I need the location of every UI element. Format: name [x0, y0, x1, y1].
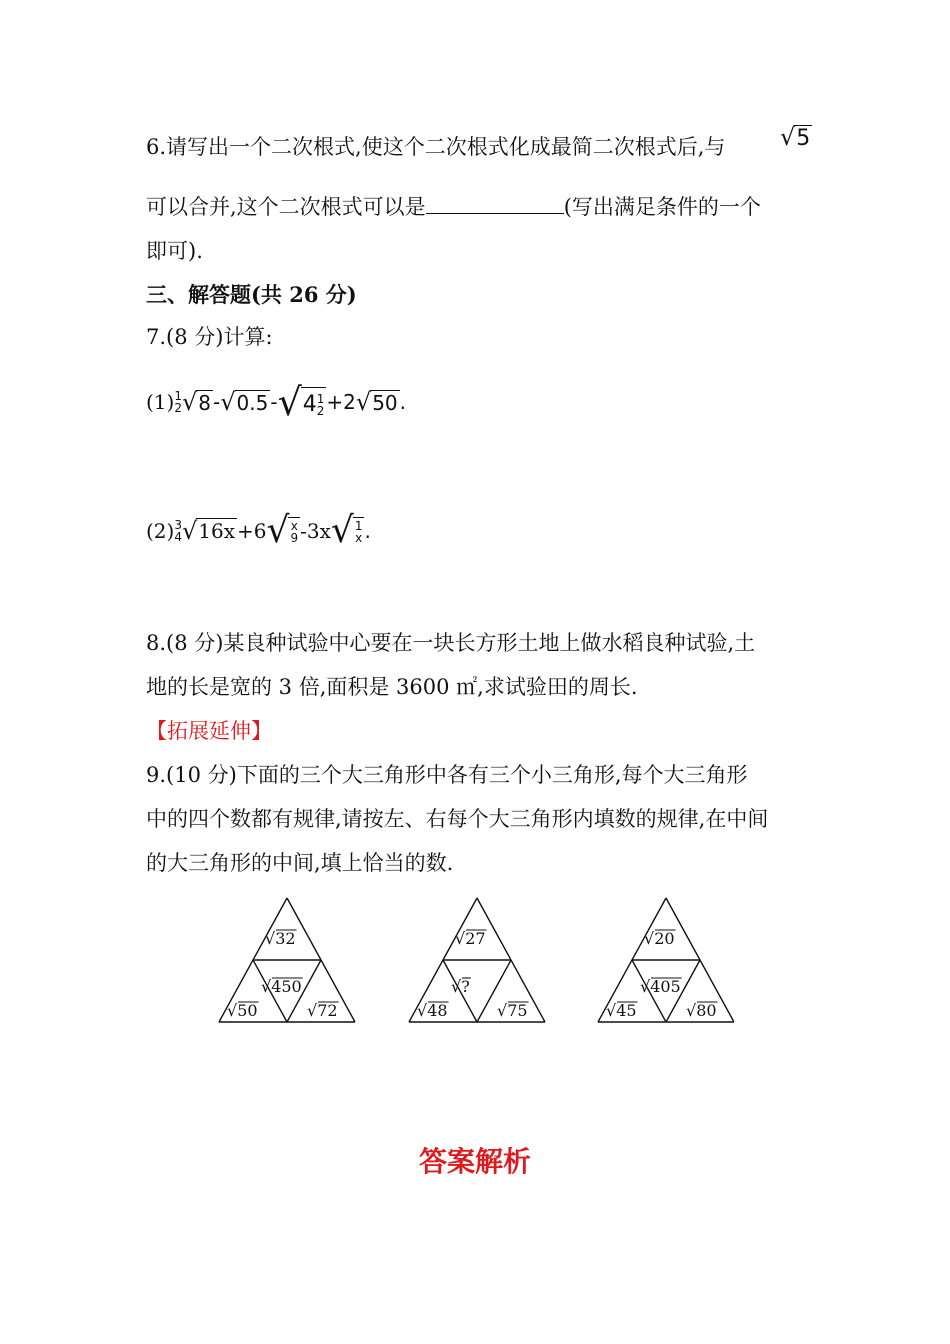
q7-part1-op3: +2: [326, 390, 356, 414]
q7-part2-label: (2): [146, 518, 175, 543]
middle-triangle-left-value-text: √48: [417, 1001, 448, 1020]
q7-part1-frac1: [174, 390, 182, 414]
radicand-frac: [290, 520, 298, 544]
q7-part1-op2: -: [270, 390, 278, 414]
q8-line2: [146, 672, 638, 702]
q9-text1: 9.(10 分)下面的三个大三角形中各有三个小三角形,每个大三角形: [146, 763, 748, 787]
triangle-figure: [0, 892, 950, 1032]
q6-line3: [146, 236, 203, 266]
q8-text1: 8.(8 分)某良种试验中心要在一块长方形土地上做水稻良种试验,土: [146, 631, 756, 655]
q7-part2-radicand1: 16x: [198, 519, 236, 543]
mixed-whole: 4: [302, 392, 317, 417]
answer-title: 答案解析: [418, 1145, 531, 1178]
q9-text3: 的大三角形的中间,填上恰当的数.: [146, 851, 454, 875]
q6-text1: 6.请写出一个二次根式,使这个二次根式化成最简二次根式后,与: [146, 135, 726, 159]
q7-part1-expression: [146, 380, 406, 424]
radical-sign-icon: √: [181, 516, 198, 545]
frac-numerator: 1: [316, 391, 325, 406]
q6-radicand: 5: [796, 126, 811, 151]
middle-triangle-top-value-text: √27: [455, 929, 486, 948]
q7-part2-end: .: [364, 518, 371, 543]
frac-denominator: 2: [174, 401, 182, 415]
frac-numerator: 1: [354, 518, 363, 533]
radical-sign-icon: √: [220, 388, 236, 416]
section3-heading: [146, 280, 357, 310]
frac-numerator: 3: [174, 517, 182, 532]
q7-part1-radicand3: [301, 387, 327, 417]
q9-line3: [146, 848, 453, 878]
q7-part2-radicand3: [353, 517, 365, 544]
extension-heading: [146, 716, 272, 746]
middle-triangle-left-value: [417, 1001, 449, 1020]
answer-heading: [0, 1140, 950, 1180]
radical-sign-icon: √: [266, 510, 290, 551]
frac-denominator: x: [355, 530, 363, 545]
radical-sign-icon: √: [181, 388, 198, 416]
q7-part2-radicand2: [288, 517, 300, 544]
q7-part1-end: .: [399, 390, 407, 414]
frac-denominator: 2: [316, 403, 325, 418]
middle-triangle-right-value: [497, 1001, 529, 1020]
q8-line1: [146, 628, 755, 658]
right-triangle-center-value-text: √405: [640, 977, 681, 996]
q6-sqrt5: [780, 123, 812, 151]
extension-title: 【拓展延伸】: [146, 719, 272, 743]
mixed-frac: [317, 393, 325, 417]
q9-line2: [146, 804, 768, 834]
left-triangle-top-value-text: √32: [265, 929, 296, 948]
radical-sign-icon: √: [330, 510, 354, 551]
right-triangle-top-value-text: √20: [644, 929, 675, 948]
right-triangle-right-value: [686, 1001, 718, 1020]
frac-numerator: 1: [174, 389, 182, 403]
radical-sign-icon: √: [780, 123, 796, 151]
right-triangle-center-value: [640, 977, 682, 996]
q7-stem: [146, 322, 273, 352]
q6-line2: [146, 192, 761, 222]
q6-text2a: 可以合并,这个二次根式可以是: [146, 195, 426, 219]
q7-stem-text: 7.(8 分)计算:: [146, 325, 273, 349]
q6-answer-blank[interactable]: [426, 192, 564, 214]
frac-denominator: 9: [290, 530, 299, 545]
radical-sign-icon: √: [355, 388, 372, 416]
q7-part2-expression: [146, 510, 371, 551]
left-triangle-right-value-text: √72: [307, 1001, 338, 1020]
right-triangle-top-value: [644, 929, 676, 948]
frac-numerator: x: [290, 518, 298, 533]
radicand-frac: [355, 520, 363, 544]
left-triangle-top-value: [265, 929, 297, 948]
q7-part1-radicand4: 50: [372, 390, 398, 415]
q6-line1: [146, 132, 725, 162]
radical-sign-icon: √: [277, 380, 302, 424]
q6-text2b: (写出满足条件的一个: [563, 195, 761, 219]
middle-triangle-right-value-text: √75: [497, 1001, 528, 1020]
right-triangle-left-value-text: √45: [606, 1001, 637, 1020]
left-triangle-left-value-text: √50: [227, 1001, 258, 1020]
q6-text3: 即可).: [146, 239, 203, 263]
q7-part1-radicand2: 0.5: [236, 390, 269, 415]
left-triangle-right-value: [307, 1001, 339, 1020]
q7-part1-op1: -: [213, 390, 221, 414]
q7-part2-op1: +6: [237, 518, 267, 543]
middle-triangle-center-value: [451, 977, 471, 996]
right-triangle-right-value-text: √80: [686, 1001, 717, 1020]
q7-part1-label: (1): [146, 390, 175, 414]
q9-text2: 中的四个数都有规律,请按左、右每个大三角形内填数的规律,在中间: [146, 807, 769, 831]
q7-part2-op2: -3x: [300, 518, 331, 543]
middle-triangle-center-value-text: √?: [451, 977, 470, 996]
q8-text2: 地的长是宽的 3 倍,面积是 3600 ㎡,求试验田的周长.: [146, 675, 638, 699]
q7-part2-frac1: [174, 519, 182, 543]
left-triangle-center-value-text: √450: [261, 977, 302, 996]
left-triangle-left-value: [227, 1001, 259, 1020]
frac-denominator: 4: [174, 529, 182, 544]
left-triangle-center-value: [261, 977, 303, 996]
middle-triangle-top-value: [455, 929, 487, 948]
q9-line1: [146, 760, 748, 790]
q7-part1-radicand1: 8: [198, 390, 212, 415]
section3-title: 三、解答题(共 26 分): [146, 282, 357, 307]
right-triangle-left-value: [606, 1001, 638, 1020]
